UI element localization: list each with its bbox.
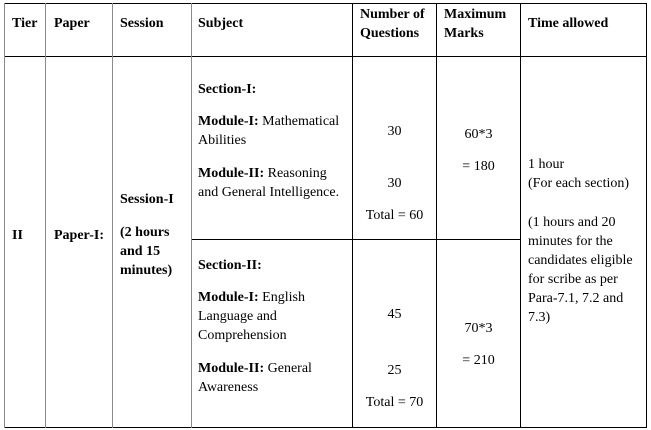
- module-text: Reasoning: [264, 166, 327, 181]
- module-text: Mathematical: [258, 114, 340, 129]
- session-name: Session-I: [120, 192, 174, 207]
- module-label: Module-I:: [198, 290, 259, 305]
- time-allowed-line6: for scribe as per: [528, 272, 618, 287]
- section-2-module-1-line1: [198, 288, 305, 307]
- time-allowed-line7: Para-7.1, 7.2 and: [528, 291, 624, 306]
- time-allowed-line2: (For each section): [528, 176, 630, 191]
- col-border-2: [112, 3, 113, 428]
- paper-value: Paper-I:: [54, 228, 105, 243]
- time-allowed-line3: (1 hours and 20: [528, 215, 616, 230]
- section-1-marks-line2: = 180: [462, 159, 495, 174]
- section-1-module-1-line2: Abilities: [198, 133, 247, 148]
- time-allowed-line8: 7.3): [528, 310, 551, 325]
- section-1-module-1-line1: [198, 112, 339, 131]
- section-1-title: Section-I:: [198, 82, 257, 97]
- time-allowed-line5: candidates eligible: [528, 253, 633, 268]
- header-marks-line2: Marks: [444, 26, 484, 41]
- section-2-title: Section-II:: [198, 258, 262, 273]
- header-questions-line1: Number of: [360, 7, 425, 22]
- session-duration-line2: and 15: [120, 244, 161, 259]
- module-label: Module-II:: [198, 166, 265, 181]
- header-time-allowed: Time allowed: [528, 16, 609, 31]
- section-1-module-2-line2: and General Intelligence.: [198, 185, 340, 200]
- time-allowed-line4: minutes for the: [528, 234, 613, 249]
- section-2-module-2-questions: 25: [387, 363, 402, 378]
- header-subject: Subject: [198, 16, 244, 31]
- col-border-7: [646, 3, 647, 428]
- header-questions-line2: Questions: [360, 26, 420, 41]
- header-paper: Paper: [54, 16, 90, 31]
- section-1-marks-line1: 60*3: [464, 127, 493, 142]
- section-2-total: Total = 70: [365, 395, 424, 410]
- col-border-3: [191, 3, 192, 428]
- section-2-marks-line1: 70*3: [464, 321, 493, 336]
- col-border-1: [45, 3, 46, 428]
- section-1-module-1-questions: 30: [387, 124, 402, 139]
- module-label: Module-I:: [198, 114, 259, 129]
- section-2-module-1-line2: Language and: [198, 309, 277, 324]
- col-border-0: [4, 3, 5, 428]
- section-2-marks-line2: = 210: [462, 353, 495, 368]
- module-text: General: [264, 361, 312, 376]
- header-tier: Tier: [12, 16, 38, 31]
- section-1-module-2-line1: [198, 164, 327, 183]
- header-bottom-border: [4, 56, 647, 57]
- module-text: English: [258, 290, 305, 305]
- header-marks-line1: Maximum: [444, 7, 507, 22]
- header-session: Session: [120, 16, 164, 31]
- tier-value: II: [12, 228, 23, 243]
- session-duration-line1: (2 hours: [120, 225, 170, 240]
- col-border-6: [520, 3, 521, 428]
- section-1-module-2-questions: 30: [387, 176, 402, 191]
- section-2-module-1-questions: 45: [387, 307, 402, 322]
- table-top-border: [4, 3, 647, 4]
- section-2-module-1-line3: Comprehension: [198, 328, 287, 343]
- module-label: Module-II:: [198, 361, 265, 376]
- table-bottom-border: [4, 427, 647, 428]
- time-allowed-line1: 1 hour: [528, 157, 565, 172]
- section-2-module-2-line2: Awareness: [198, 380, 259, 395]
- section-1-total: Total = 60: [365, 208, 424, 223]
- section-2-module-2-line1: [198, 359, 312, 378]
- section-divider: [191, 239, 521, 240]
- session-duration-line3: minutes): [120, 263, 173, 278]
